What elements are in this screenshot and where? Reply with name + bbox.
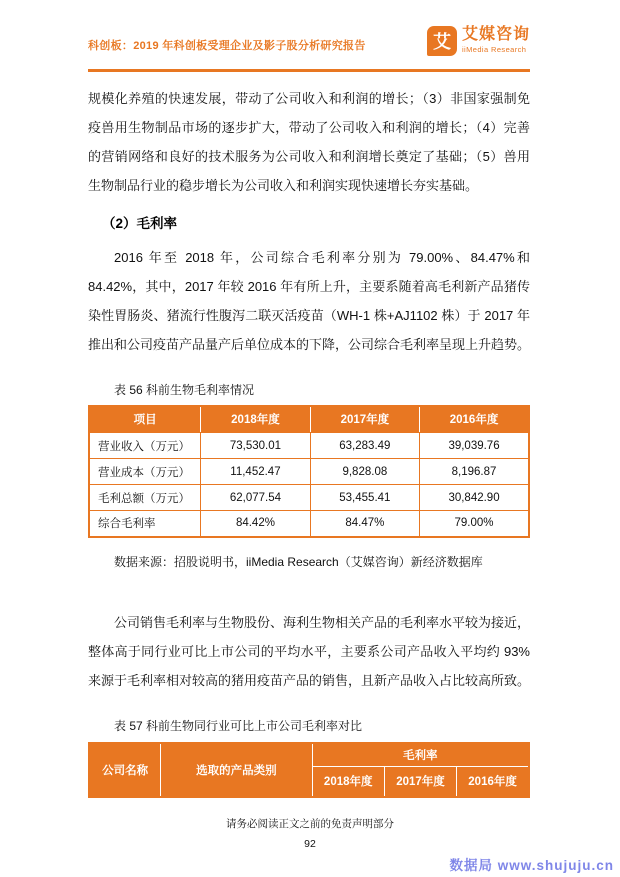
cell-value: 84.42% xyxy=(201,511,310,537)
paragraph-growth-drivers: 规模化养殖的快速发展，带动了公司收入和利润的增长；（3）非国家强制免疫兽用生物制品市场的逐步扩大，带动了公司收入和利润的增长；（4）完善的营销网络和良好的技术服务为公司收入和利润增长奠定了基础；（5）兽用生物制品行业的稳步增长为公司收入和利润实现快速增长夯实基础。 xyxy=(88,90,530,193)
footer-disclaimer: 请务必阅读正文之前的免责声明部分 xyxy=(226,818,394,830)
cell-value: 11,452.47 xyxy=(201,459,310,485)
row-label: 营业收入（万元） xyxy=(89,433,201,459)
cell-value: 8,196.87 xyxy=(420,459,529,485)
table57-header-products: 选取的产品类别 xyxy=(161,743,312,797)
table57-caption: 表 57 科前生物同行业可比上市公司毛利率对比 xyxy=(114,718,363,733)
table-row-gross-profit xyxy=(89,485,529,511)
iimedia-logo-icon: 艾 xyxy=(427,26,457,56)
cell-value: 39,039.76 xyxy=(420,433,529,459)
cell-value: 73,530.01 xyxy=(201,433,310,459)
table-row-revenue xyxy=(89,433,529,459)
paragraph-peer-comparison: 公司销售毛利率与生物股份、海利生物相关产品的毛利率水平较为接近，整体高于同行业可比上市公司的平均水平，主要系公司产品收入平均约 93%来源于毛利率相对较高的猪用疫苗产品的销售，且新产品收入占比较高所致。 xyxy=(88,614,531,688)
table57-header-row-1 xyxy=(89,743,529,767)
table57-header-2018: 2018年度 xyxy=(312,767,384,797)
row-label: 毛利总额（万元） xyxy=(89,485,201,511)
cell-value: 30,842.90 xyxy=(420,485,529,511)
table57-header-2016: 2016年度 xyxy=(457,767,529,797)
table-row-gross-margin xyxy=(89,511,529,537)
table56-header-2018: 2018年度 xyxy=(201,406,310,433)
cell-value: 84.47% xyxy=(310,511,419,537)
iimedia-logo xyxy=(427,26,530,56)
table-row-cost xyxy=(89,459,529,485)
table57-header-company: 公司名称 xyxy=(89,743,161,797)
shujuju-watermark: 数据局 www.shujuju.cn xyxy=(449,858,614,873)
page-header xyxy=(88,28,530,68)
data-source-note: 数据来源：招股说明书，iiMedia Research（艾媒咨询）新经济数据库 xyxy=(114,554,483,569)
cell-value: 62,077.54 xyxy=(201,485,310,511)
logo-name-cn: 艾媒咨询 xyxy=(461,26,530,43)
table56-header-item: 项目 xyxy=(89,406,201,433)
table57-header-2017: 2017年度 xyxy=(384,767,456,797)
paragraph-gross-margin-trend: 2016 年至 2018 年，公司综合毛利率分别为 79.00%、84.47%和 84.42%，其中，2017 年较 2016 年有所上升，主要系随着高毛利新产品猪传染性胃肠炎、猪流行性腹泻二联灭活疫苗（WH-1 株+AJ1102 株）于 2017 年推出和公司疫苗产品量产后单位成本的下降，公司综合毛利率呈现上升趋势。 xyxy=(88,249,531,352)
iimedia-logo-text xyxy=(462,26,530,54)
table56-caption: 表 56 科前生物毛利率情况 xyxy=(114,382,255,397)
cell-value: 9,828.08 xyxy=(310,459,419,485)
section-heading-gross-margin: （2）毛利率 xyxy=(102,215,178,231)
cell-value: 53,455.41 xyxy=(310,485,419,511)
peer-margin-comparison-table xyxy=(88,742,530,798)
report-title: 科创板：2019 年科创板受理企业及影子股分析研究报告 xyxy=(88,40,366,52)
header-divider xyxy=(88,69,530,72)
row-label: 综合毛利率 xyxy=(89,511,201,537)
gross-margin-table xyxy=(88,405,530,538)
table57-header-margin-group: 毛利率 xyxy=(312,743,529,767)
table56-header-row xyxy=(89,406,529,433)
table56-header-2016: 2016年度 xyxy=(420,406,529,433)
page-number: 92 xyxy=(304,838,316,850)
logo-name-en: iiMedia Research xyxy=(461,44,527,54)
row-label: 营业成本（万元） xyxy=(89,459,201,485)
table56-header-2017: 2017年度 xyxy=(310,406,419,433)
cell-value: 63,283.49 xyxy=(310,433,419,459)
cell-value: 79.00% xyxy=(420,511,529,537)
